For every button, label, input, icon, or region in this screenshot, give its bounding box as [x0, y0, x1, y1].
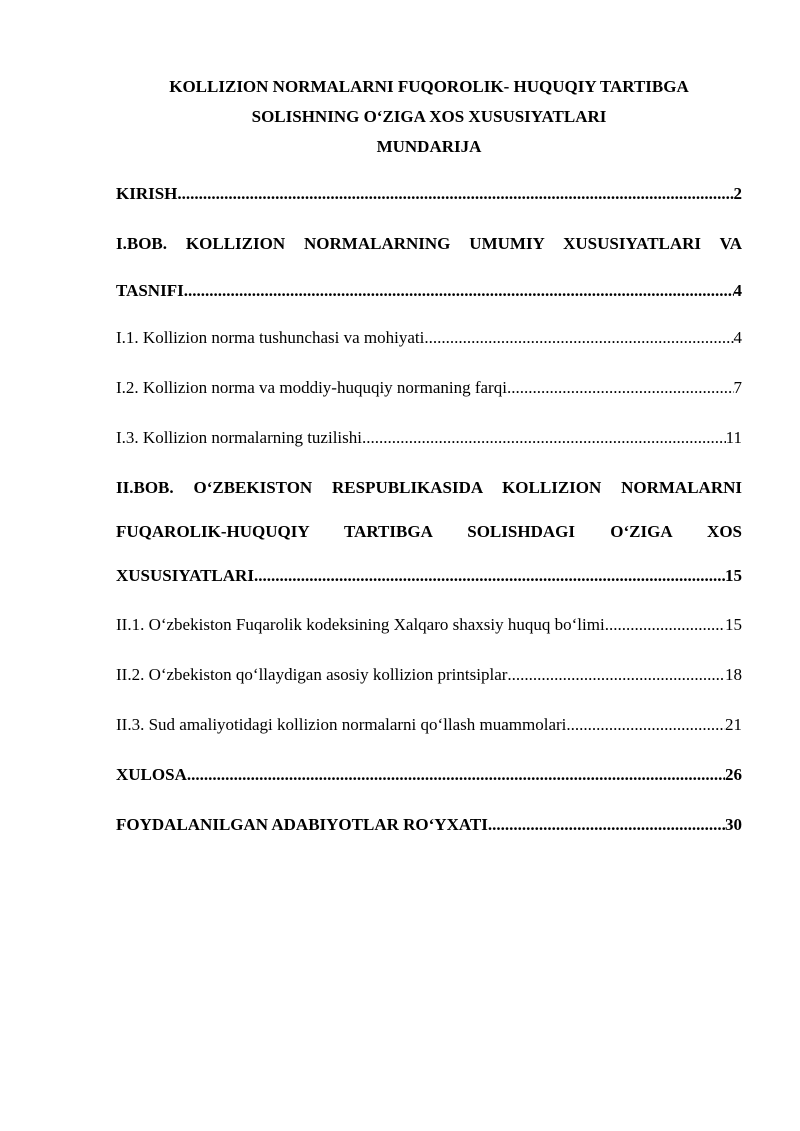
page-number: 2 — [733, 184, 742, 203]
toc-entry-section-1-1[interactable]: I.1. Kollizion norma tushunchasi va mohiyati ..... 4 — [116, 328, 742, 348]
page-number: 30 — [725, 815, 742, 834]
page-number: 18 — [725, 665, 742, 684]
document-page — [116, 72, 742, 162]
document-title-line-2: SOLISHNING O‘ZIGA XOS XUSUSIYATLARI — [251, 107, 607, 126]
contents-heading: MUNDARIJA — [376, 137, 482, 156]
dot-leader — [507, 378, 734, 398]
dot-leader — [507, 665, 725, 685]
page-number: 4 — [733, 281, 742, 300]
page-number: 11 — [725, 428, 742, 447]
dot-leader — [362, 428, 726, 448]
dot-leader — [187, 765, 725, 785]
dot-leader — [566, 715, 725, 735]
toc-entry-chapter-1[interactable]: TASNIFI ..... 4 — [116, 281, 742, 301]
toc-entry-chapter-2[interactable]: XUSUSIYATLARI ..... 15 — [116, 566, 742, 586]
page-number: 26 — [725, 765, 742, 784]
dot-leader — [184, 281, 734, 301]
toc-chapter-2-title-line-1[interactable]: II.BOB. O‘ZBEKISTON RESPUBLIKASIDA KOLLIZION NORMALARNI — [116, 478, 742, 497]
dot-leader — [488, 815, 725, 835]
toc-entry-section-1-3[interactable]: I.3. Kollizion normalarning tuzilishi ..... 11 — [116, 428, 742, 448]
toc-chapter-2-title-line-2[interactable]: FUQAROLIK-HUQUQIY TARTIBGA SOLISHDAGI O‘ZIGA XOS — [116, 522, 742, 541]
dot-leader — [177, 184, 733, 204]
toc-entry-adabiyotlar[interactable]: FOYDALANILGAN ADABIYOTLAR RO‘YXATI ..... 30 — [116, 815, 742, 835]
page-number: 4 — [733, 328, 742, 347]
toc-entry-section-2-3[interactable]: II.3. Sud amaliyotidagi kollizion normalarni qo‘llash muammolari ..... 21 — [116, 715, 742, 735]
toc-chapter-1-title[interactable]: I.BOB. KOLLIZION NORMALARNING UMUMIY XUSUSIYATLARI VA — [116, 234, 742, 253]
toc-entry-section-1-2[interactable]: I.2. Kollizion norma va moddiy-huquqiy normaning farqi ..... 7 — [116, 378, 742, 398]
page-number: 21 — [725, 715, 742, 734]
toc-entry-section-2-2[interactable]: II.2. O‘zbekiston qo‘llaydigan asosiy kollizion printsiplar ..... 18 — [116, 665, 742, 685]
dot-leader — [254, 566, 725, 586]
dot-leader — [424, 328, 733, 348]
toc-entry-xulosa[interactable]: XULOSA ..... 26 — [116, 765, 742, 785]
page-number: 7 — [733, 378, 742, 397]
page-number: 15 — [725, 615, 742, 634]
page-number: 15 — [725, 566, 742, 585]
document-title-line-1: KOLLIZION NORMALARNI FUQOROLIK- HUQUQIY TARTIBGA — [169, 77, 689, 96]
toc-entry-kirish[interactable]: KIRISH ..... 2 — [116, 184, 742, 204]
toc-entry-section-2-1[interactable]: II.1. O‘zbekiston Fuqarolik kodeksining Xalqaro shaxsiy huquq bo‘limi ..... 15 — [116, 615, 742, 635]
dot-leader — [605, 615, 725, 635]
